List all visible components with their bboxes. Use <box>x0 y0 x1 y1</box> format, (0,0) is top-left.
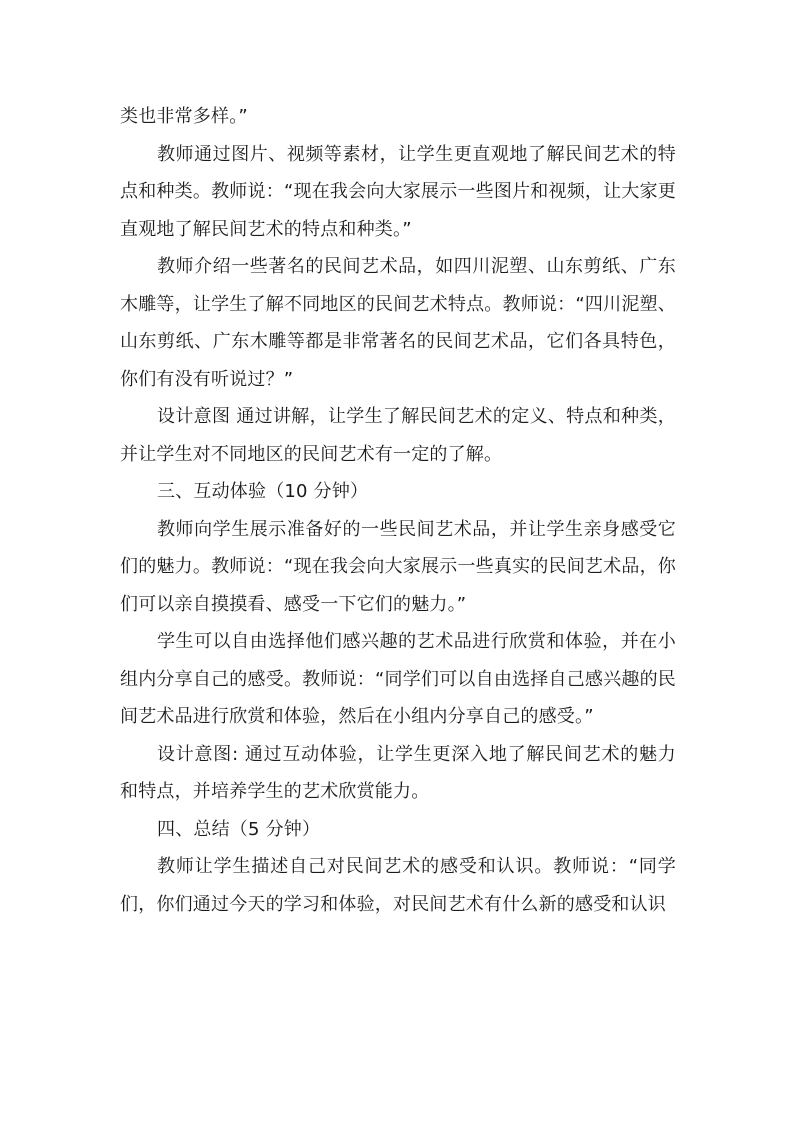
paragraph-summary: 教师让学生描述自己对民间艺术的感受和认识。教师说：“同学们，你们通过今天的学习和体验，对民间艺术有什么新的感受和认识 <box>120 856 676 915</box>
paragraph-materials: 教师通过图片、视频等素材，让学生更直观地了解民间艺术的特点和种类。教师说：“现在我会向大家展示一些图片和视频，让大家更直观地了解民间艺术的特点和种类。” <box>120 143 676 240</box>
document-body <box>120 98 676 923</box>
paragraph-famous-artworks: 教师介绍一些著名的民间艺术品，如四川泥塑、山东剪纸、广东木雕等，让学生了解不同地区的民间艺术特点。教师说：“四川泥塑、山东剪纸、广东木雕等都是非常著名的民间艺术品，它们各具特色，你们有没有听说过？” <box>120 256 676 390</box>
paragraph-show-artworks: 教师向学生展示准备好的一些民间艺术品，并让学生亲身感受它们的魅力。教师说：“现在我会向大家展示一些真实的民间艺术品，你们可以亲自摸摸看、感受一下它们的魅力。” <box>120 518 676 615</box>
paragraph-students-choose: 学生可以自由选择他们感兴趣的艺术品进行欣赏和体验，并在小组内分享自己的感受。教师说：“同学们可以自由选择自己感兴趣的民间艺术品进行欣赏和体验，然后在小组内分享自己的感受。” <box>120 631 676 727</box>
paragraph-continuation: 类也非常多样。” <box>120 106 248 127</box>
section-heading-interactive-experience: 三、互动体验（10 分钟） <box>157 481 369 502</box>
paragraph-design-intent-1: 设计意图 通过讲解，让学生了解民间艺术的定义、特点和种类，并让学生对不同地区的民间艺术有一定的了解。 <box>120 406 676 465</box>
paragraph-design-intent-2: 设计意图: 通过互动体验，让学生更深入地了解民间艺术的魅力和特点，并培养学生的艺术欣赏能力。 <box>120 743 676 802</box>
section-heading-summary: 四、总结（5 分钟） <box>157 818 321 840</box>
